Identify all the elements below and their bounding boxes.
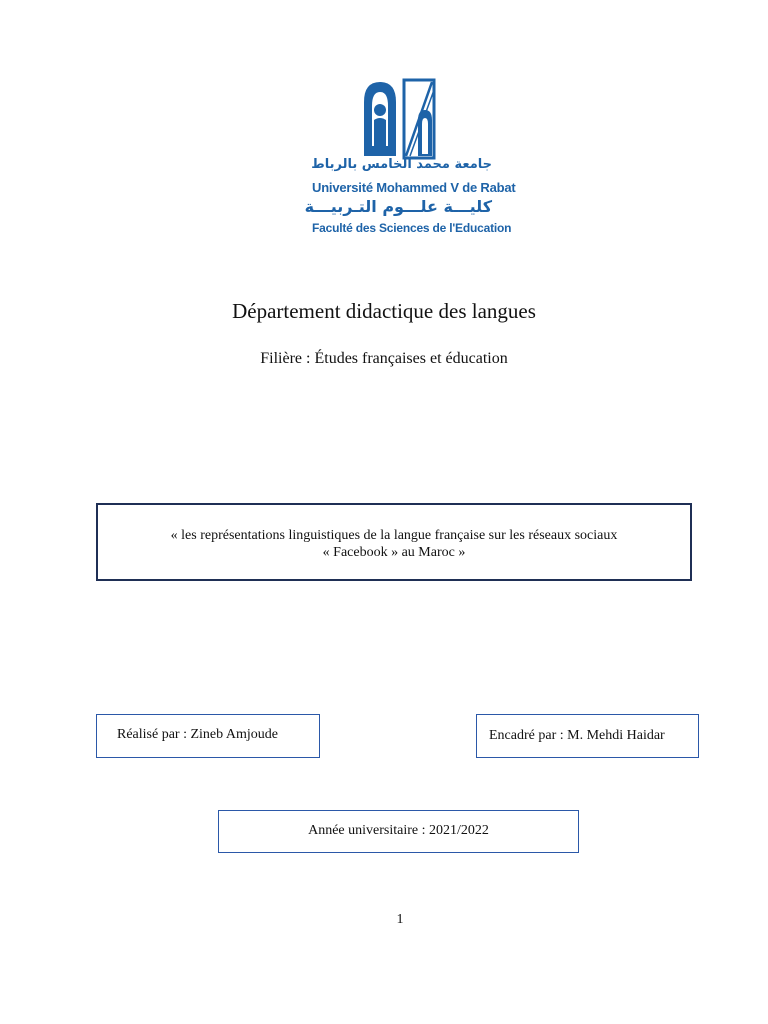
author-text: Réalisé par : Zineb Amjoude: [117, 727, 278, 742]
logo-arabic-faculty: كليـــة علـــوم التـربيـــة: [304, 197, 492, 216]
page-number: 1: [396, 912, 404, 927]
supervisor-box: [476, 714, 699, 758]
university-logo: [304, 76, 516, 242]
department-title: Département didactique des langues: [232, 299, 536, 323]
academic-year-box: [218, 810, 579, 853]
author-box: [96, 714, 320, 758]
thesis-title-line-2: « Facebook » au Maroc »: [322, 545, 466, 560]
logo-arabic-university: جامعة محمد الخامس بالرباط: [311, 157, 492, 172]
thesis-title-box: [96, 503, 692, 581]
thesis-title-line-1: « les représentations linguistiques de la langue française sur les réseaux sociaux: [170, 528, 618, 543]
supervisor-text: Encadré par : M. Mehdi Haidar: [489, 728, 665, 743]
filiere-subtitle: Filière : Études françaises et éducation: [260, 350, 508, 367]
academic-year-text: Année universitaire : 2021/2022: [308, 823, 489, 838]
logo-university-name: Université Mohammed V de Rabat: [312, 180, 516, 195]
logo-faculty-name: Faculté des Sciences de l'Education: [312, 221, 512, 235]
